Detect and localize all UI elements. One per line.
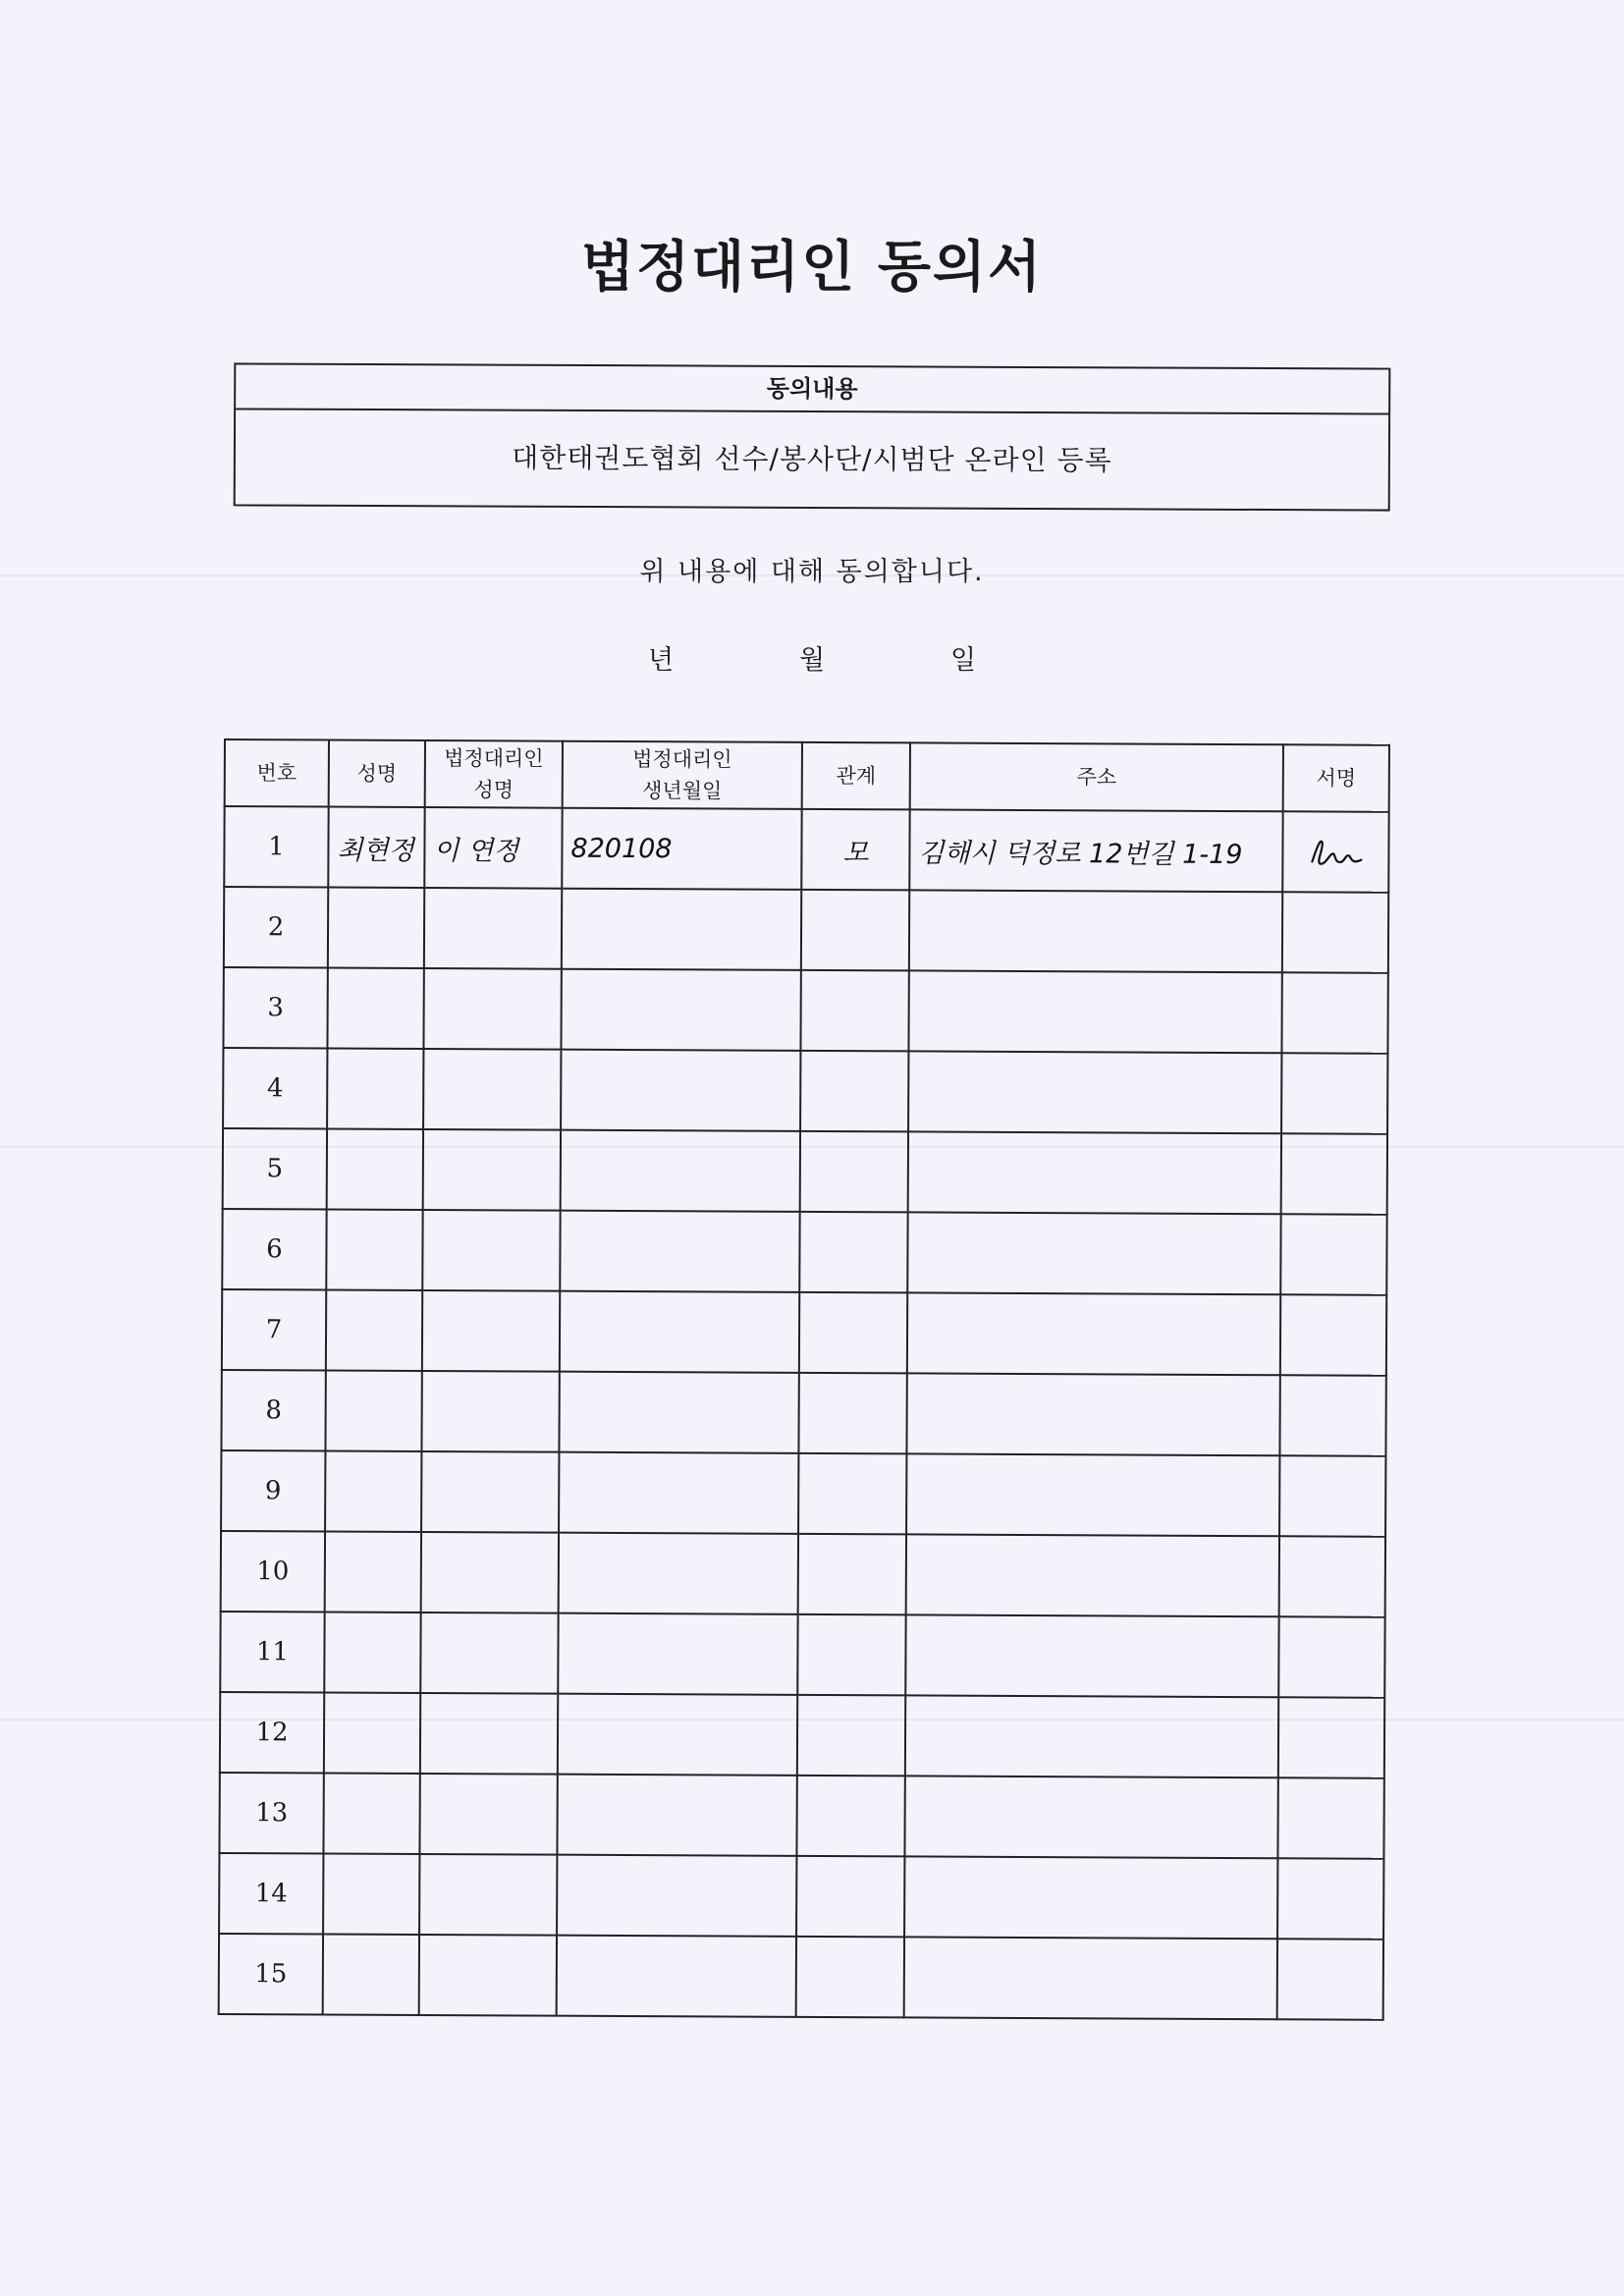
cell-relation[interactable] xyxy=(797,1695,905,1777)
cell-no: 6 xyxy=(222,1209,326,1290)
cell-name[interactable] xyxy=(325,1451,421,1532)
cell-address[interactable] xyxy=(907,1292,1280,1375)
cell-signature[interactable] xyxy=(1282,892,1388,973)
cell-guardian-name[interactable] xyxy=(421,1532,559,1613)
table-row xyxy=(222,1289,1386,1376)
cell-name[interactable] xyxy=(324,1693,420,1774)
cell-name[interactable] xyxy=(323,1854,419,1935)
table-row xyxy=(223,1048,1387,1134)
cell-guardian-birth[interactable] xyxy=(558,1613,797,1695)
cell-signature[interactable] xyxy=(1277,1939,1383,2020)
cell-signature[interactable] xyxy=(1277,1858,1383,1940)
cell-guardian-name[interactable] xyxy=(419,1774,557,1855)
cell-no: 3 xyxy=(223,967,327,1049)
consent-header: 동의내용 xyxy=(236,364,1388,414)
cell-guardian-name[interactable] xyxy=(420,1693,558,1775)
cell-name[interactable] xyxy=(326,1290,422,1371)
cell-address[interactable] xyxy=(906,1373,1279,1455)
table-header-row xyxy=(225,739,1389,812)
cell-name[interactable] xyxy=(327,1049,423,1129)
cell-signature[interactable] xyxy=(1277,1777,1383,1859)
cell-guardian-birth[interactable] xyxy=(561,969,800,1051)
date-year-label: 년 xyxy=(648,645,675,676)
cell-guardian-birth[interactable] xyxy=(557,1936,796,2017)
cell-signature[interactable] xyxy=(1278,1616,1384,1698)
cell-guardian-name[interactable] xyxy=(421,1371,559,1452)
cell-guardian-name[interactable] xyxy=(423,1129,561,1211)
cell-relation[interactable] xyxy=(801,890,909,971)
cell-relation[interactable] xyxy=(800,1131,908,1213)
table-row xyxy=(222,1209,1386,1295)
cell-address[interactable] xyxy=(908,1131,1281,1214)
header-guardian-birth: 법정대리인 생년월일 xyxy=(563,741,802,809)
cell-guardian-name[interactable] xyxy=(421,1451,559,1533)
cell-relation[interactable] xyxy=(797,1614,905,1696)
cell-guardian-name[interactable] xyxy=(422,1290,560,1372)
table-body xyxy=(219,806,1389,2020)
cell-address[interactable] xyxy=(905,1695,1278,1777)
header-address: 주소 xyxy=(910,742,1283,811)
cell-address[interactable] xyxy=(904,1856,1277,1939)
cell-address[interactable] xyxy=(907,1212,1280,1294)
cell-guardian-name[interactable] xyxy=(424,888,562,969)
header-signature: 서명 xyxy=(1283,744,1389,812)
cell-address[interactable] xyxy=(906,1534,1279,1616)
table-row xyxy=(221,1531,1385,1617)
cell-relation[interactable] xyxy=(796,1937,904,2018)
cell-relation[interactable] xyxy=(800,1051,908,1132)
cell-no: 5 xyxy=(223,1128,327,1210)
cell-guardian-name[interactable] xyxy=(419,1854,557,1936)
table-row xyxy=(224,806,1388,893)
date-line xyxy=(0,638,1624,678)
cell-no: 8 xyxy=(221,1370,325,1451)
table-row xyxy=(223,1128,1387,1215)
cell-guardian-birth[interactable] xyxy=(562,889,801,970)
cell-address[interactable] xyxy=(904,1937,1277,2019)
cell-guardian-birth[interactable] xyxy=(557,1775,796,1856)
cell-no: 14 xyxy=(219,1853,323,1935)
cell-guardian-birth[interactable] xyxy=(560,1211,799,1292)
guardian-table xyxy=(218,738,1390,2021)
cell-signature[interactable] xyxy=(1278,1697,1384,1778)
consent-box xyxy=(234,362,1391,511)
agreement-statement: 위 내용에 대해 동의합니다. xyxy=(639,557,985,587)
cell-name: 최현정 xyxy=(328,807,424,888)
cell-address[interactable] xyxy=(908,1051,1281,1133)
header-no: 번호 xyxy=(225,739,329,807)
cell-name[interactable] xyxy=(324,1613,420,1693)
cell-guardian-birth[interactable] xyxy=(559,1533,798,1614)
cell-signature[interactable] xyxy=(1281,972,1387,1054)
cell-relation: 모 xyxy=(801,809,909,891)
cell-address[interactable] xyxy=(905,1614,1278,1697)
cell-signature[interactable] xyxy=(1280,1214,1386,1295)
cell-relation[interactable] xyxy=(796,1776,904,1857)
cell-name[interactable] xyxy=(327,1129,423,1210)
cell-signature[interactable] xyxy=(1279,1375,1385,1456)
cell-no: 9 xyxy=(221,1450,325,1532)
consent-body: 대한태권도협회 선수/봉사단/시범단 온라인 등록 xyxy=(512,441,1112,477)
cell-guardian-name[interactable] xyxy=(420,1613,558,1694)
cell-guardian-name[interactable] xyxy=(423,1049,561,1130)
cell-relation[interactable] xyxy=(799,1292,907,1374)
header-guardian-name: 법정대리인 성명 xyxy=(425,740,563,808)
cell-name[interactable] xyxy=(328,888,424,968)
cell-no: 10 xyxy=(221,1531,325,1613)
table-row xyxy=(223,967,1387,1054)
cell-signature[interactable] xyxy=(1281,1053,1387,1134)
cell-no: 4 xyxy=(223,1048,327,1129)
table-row xyxy=(221,1450,1385,1537)
cell-guardian-name[interactable] xyxy=(419,1935,557,2016)
cell-signature[interactable] xyxy=(1279,1536,1385,1617)
cell-guardian-birth[interactable] xyxy=(561,1130,800,1212)
table-row xyxy=(224,887,1388,973)
cell-no: 2 xyxy=(224,887,328,968)
table-row xyxy=(220,1692,1384,1778)
cell-relation[interactable] xyxy=(798,1453,906,1535)
cell-signature[interactable] xyxy=(1280,1294,1386,1376)
cell-guardian-birth[interactable] xyxy=(557,1855,796,1937)
cell-guardian-birth[interactable] xyxy=(561,1050,800,1131)
table-row xyxy=(219,1773,1383,1859)
cell-name[interactable] xyxy=(323,1935,419,2015)
date-day-label: 일 xyxy=(950,645,977,676)
table-row xyxy=(219,1934,1383,2020)
cell-no: 7 xyxy=(222,1289,326,1371)
cell-name[interactable] xyxy=(325,1532,421,1613)
cell-guardian-name[interactable] xyxy=(423,968,561,1050)
cell-guardian-birth: 820108 xyxy=(562,808,801,890)
cell-relation[interactable] xyxy=(799,1212,907,1293)
cell-relation[interactable] xyxy=(800,970,908,1052)
cell-address[interactable] xyxy=(909,890,1282,972)
cell-no: 1 xyxy=(224,806,328,888)
cell-guardian-birth[interactable] xyxy=(560,1291,799,1373)
cell-name[interactable] xyxy=(327,968,423,1049)
cell-signature[interactable] xyxy=(1279,1455,1385,1537)
cell-guardian-birth[interactable] xyxy=(558,1694,797,1776)
cell-name[interactable] xyxy=(325,1371,421,1451)
cell-no: 11 xyxy=(220,1612,324,1693)
cell-address[interactable] xyxy=(906,1453,1279,1536)
cell-address[interactable] xyxy=(904,1776,1277,1858)
cell-signature xyxy=(1282,811,1388,893)
cell-guardian-name: 이 연정 xyxy=(424,807,562,889)
cell-guardian-name[interactable] xyxy=(422,1210,560,1291)
cell-name[interactable] xyxy=(326,1210,422,1290)
cell-relation[interactable] xyxy=(798,1534,906,1615)
cell-address[interactable] xyxy=(908,970,1281,1053)
table-row xyxy=(219,1853,1383,1940)
cell-name[interactable] xyxy=(323,1774,419,1854)
cell-relation[interactable] xyxy=(796,1856,904,1938)
cell-no: 12 xyxy=(220,1692,324,1774)
header-relation: 관계 xyxy=(802,742,910,810)
table-row xyxy=(221,1370,1385,1456)
cell-no: 13 xyxy=(219,1773,323,1854)
date-month-label: 월 xyxy=(799,645,826,676)
cell-signature[interactable] xyxy=(1281,1133,1387,1215)
guardian-table-wrap xyxy=(218,738,1388,2021)
handwritten-signature xyxy=(1306,832,1365,871)
header-name: 성명 xyxy=(329,740,425,807)
cell-guardian-birth[interactable] xyxy=(559,1372,798,1453)
cell-address: 김해시 덕정로 12번길 1-19 xyxy=(909,809,1282,892)
table-row xyxy=(220,1612,1384,1698)
document-title: 법정대리인 동의서 xyxy=(580,236,1044,300)
cell-no: 15 xyxy=(219,1934,323,2015)
cell-relation[interactable] xyxy=(798,1373,906,1454)
cell-guardian-birth[interactable] xyxy=(559,1452,798,1534)
